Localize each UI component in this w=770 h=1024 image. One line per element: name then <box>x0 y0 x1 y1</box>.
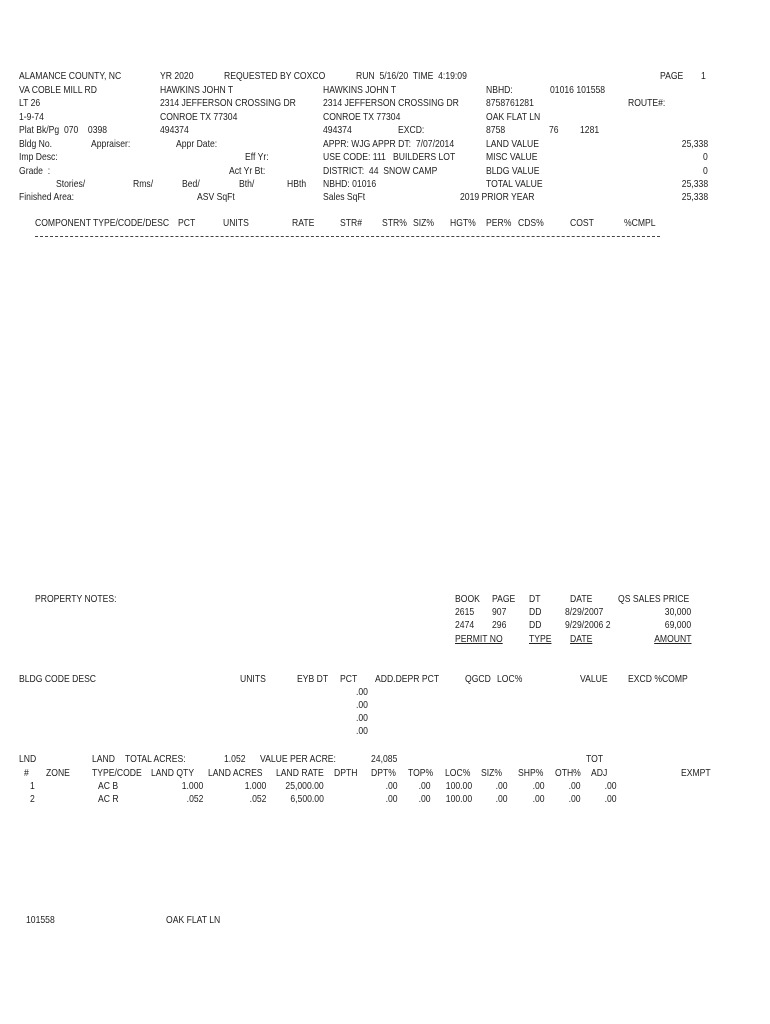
bldg-header-eyb: EYB DT <box>297 673 329 685</box>
component-header-cmpl: %CMPL <box>624 217 656 229</box>
nbhd-label: NBHD: <box>486 84 513 96</box>
bldg-header-pct: PCT <box>340 673 358 685</box>
land-row-1-loc: 100.00 <box>445 780 472 792</box>
tax-year: YR 2020 <box>160 70 194 82</box>
appr-date-label: Appr Date: <box>176 138 218 150</box>
date-code: 1-9-74 <box>19 111 44 123</box>
component-header-desc: COMPONENT TYPE/CODE/DESC <box>35 217 170 229</box>
land-header-num: # <box>24 767 29 779</box>
owner-address: 2314 JEFFERSON CROSSING DR <box>160 97 296 109</box>
land-row-1-siz: .00 <box>496 780 508 792</box>
sales-header-book: BOOK <box>455 593 480 605</box>
land-row-1-acres: 1.000 <box>244 780 266 792</box>
bldg-pct-value: .00 <box>356 686 368 698</box>
property-location: VA COBLE MILL RD <box>19 84 98 96</box>
land-row-2-acres: .052 <box>249 793 266 805</box>
land-header-type: TYPE/CODE <box>92 767 142 779</box>
land-header-adj: ADJ <box>591 767 608 779</box>
total-acres-value: 1.052 <box>224 753 246 765</box>
grade-label: Grade : <box>19 165 51 177</box>
land-header-dpth: DPTH <box>334 767 358 779</box>
bldg-header-qgcd: QGCD <box>465 673 491 685</box>
sales-header-price: QS SALES PRICE <box>618 593 690 605</box>
land-row-2-shp: .00 <box>533 793 545 805</box>
street-name: OAK FLAT LN <box>486 111 541 123</box>
value-per-acre-label: VALUE PER ACRE: <box>260 753 336 765</box>
requested-by: REQUESTED BY COXCO <box>224 70 326 82</box>
stories-label: Stories/ <box>56 178 86 190</box>
prior-year-amount: 25,338 <box>681 191 708 203</box>
land-row-2-top: .00 <box>419 793 431 805</box>
misc-value-amount: 0 <box>703 151 708 163</box>
prior-year-label: 2019 PRIOR YEAR <box>460 191 535 203</box>
nbhd-code: NBHD: 01016 <box>323 178 377 190</box>
sale-row-2-date: 9/29/2006 2 <box>565 619 611 631</box>
sale-row-1-date: 8/29/2007 <box>565 606 604 618</box>
half-baths-label: HBth <box>287 178 307 190</box>
property-notes-label: PROPERTY NOTES: <box>35 593 117 605</box>
bldg-header-desc: BLDG CODE DESC <box>19 673 97 685</box>
permit-header-date: DATE <box>570 633 593 645</box>
use-code: USE CODE: 111 BUILDERS LOT <box>323 151 456 163</box>
land-row-1-num: 1 <box>30 780 35 792</box>
land-row-2-dpt: .00 <box>386 793 398 805</box>
component-header-str-num: STR# <box>340 217 363 229</box>
run-timestamp: RUN 5/16/20 TIME 4:19:09 <box>356 70 467 82</box>
component-header-rate: RATE <box>292 217 315 229</box>
bldg-header-loc: LOC% <box>497 673 523 685</box>
owner-name: HAWKINS JOHN T <box>160 84 234 96</box>
bldg-value-amount: 0 <box>703 165 708 177</box>
plat-book-page: Plat Bk/Pg 070 0398 <box>19 124 108 136</box>
bldg-header-value: VALUE <box>580 673 608 685</box>
land-row-2-num: 2 <box>30 793 35 805</box>
land-header-top: TOP% <box>408 767 434 779</box>
sales-sqft-label: Sales SqFt <box>323 191 366 203</box>
permit-header-amount: AMOUNT <box>653 633 691 645</box>
component-header-units: UNITS <box>223 217 249 229</box>
page-label: PAGE <box>660 70 684 82</box>
component-header-str-pct: STR% <box>382 217 407 229</box>
account-id: 494374 <box>160 124 189 136</box>
mail-owner-name: HAWKINS JOHN T <box>323 84 397 96</box>
account-id-2: 494374 <box>323 124 352 136</box>
land-value-amount: 25,338 <box>681 138 708 150</box>
map-block: 76 <box>549 124 559 136</box>
sales-header-page: PAGE <box>492 593 516 605</box>
rooms-label: Rms/ <box>133 178 154 190</box>
total-acres-label: TOTAL ACRES: <box>125 753 186 765</box>
sale-row-2-price: 69,000 <box>664 619 691 631</box>
map-lot: 1281 <box>580 124 600 136</box>
land-row-2-oth: .00 <box>569 793 581 805</box>
land-value-label: LAND VALUE <box>486 138 539 150</box>
sale-row-2-page: 296 <box>492 619 507 631</box>
county-name: ALAMANCE COUNTY, NC <box>19 70 122 82</box>
sale-row-1-dt: DD <box>529 606 542 618</box>
bldg-header-units: UNITS <box>240 673 266 685</box>
component-header-siz: SIZ% <box>413 217 435 229</box>
bldg-header-add-depr: ADD.DEPR PCT <box>375 673 440 685</box>
value-per-acre-value: 24,085 <box>371 753 398 765</box>
bldg-no-label: Bldg No. <box>19 138 53 150</box>
land-row-1-top: .00 <box>419 780 431 792</box>
land-row-2-siz: .00 <box>496 793 508 805</box>
sales-header-dt: DT <box>529 593 541 605</box>
bedrooms-label: Bed/ <box>182 178 200 190</box>
bldg-header-excd: EXCD %COMP <box>628 673 688 685</box>
land-header-acres: LAND ACRES <box>208 767 263 779</box>
bldg-pct-value: .00 <box>356 712 368 724</box>
land-header-rate: LAND RATE <box>276 767 324 779</box>
land-header-qty: LAND QTY <box>151 767 195 779</box>
land-row-1-dpt: .00 <box>386 780 398 792</box>
land-header-oth: OTH% <box>555 767 581 779</box>
footer-street: OAK FLAT LN <box>166 914 221 926</box>
land-lnd-label: LND <box>19 753 37 765</box>
permit-header-no: PERMIT NO <box>455 633 503 645</box>
finished-area-label: Finished Area: <box>19 191 75 203</box>
land-label: LAND <box>92 753 115 765</box>
bldg-value-label: BLDG VALUE <box>486 165 540 177</box>
component-header-hgt: HGT% <box>450 217 476 229</box>
total-value-amount: 25,338 <box>681 178 708 190</box>
route-label: ROUTE#: <box>628 97 666 109</box>
asv-sqft-label: ASV SqFt <box>197 191 235 203</box>
land-tot-label: TOT <box>586 753 604 765</box>
land-row-1-adj: .00 <box>605 780 617 792</box>
land-row-2-rate: 6,500.00 <box>290 793 324 805</box>
mail-address: 2314 JEFFERSON CROSSING DR <box>323 97 459 109</box>
land-row-2-loc: 100.00 <box>445 793 472 805</box>
land-header-exmpt: EXMPT <box>681 767 711 779</box>
bldg-pct-value: .00 <box>356 725 368 737</box>
sale-row-1-book: 2615 <box>455 606 475 618</box>
appraisal-info: APPR: WJG APPR DT: 7/07/2014 <box>323 138 455 150</box>
eff-yr-label: Eff Yr: <box>245 151 269 163</box>
map-number: 8758 <box>486 124 506 136</box>
land-header-shp: SHP% <box>518 767 544 779</box>
legal-description: LT 26 <box>19 97 41 109</box>
sale-row-1-page: 907 <box>492 606 507 618</box>
sales-header-date: DATE <box>570 593 593 605</box>
header-divider <box>35 236 660 237</box>
owner-city: CONROE TX 77304 <box>160 111 238 123</box>
total-value-label: TOTAL VALUE <box>486 178 543 190</box>
footer-parcel-id: 101558 <box>26 914 55 926</box>
component-header-per: PER% <box>486 217 512 229</box>
land-row-1-oth: .00 <box>569 780 581 792</box>
land-row-1-shp: .00 <box>533 780 545 792</box>
appraiser-label: Appraiser: <box>91 138 131 150</box>
parcel-pin: 8758761281 <box>486 97 534 109</box>
land-row-1-rate: 25,000.00 <box>285 780 324 792</box>
imp-desc-label: Imp Desc: <box>19 151 58 163</box>
land-header-zone: ZONE <box>46 767 70 779</box>
act-yr-bt-label: Act Yr Bt: <box>229 165 266 177</box>
sale-row-2-dt: DD <box>529 619 542 631</box>
bldg-pct-value: .00 <box>356 699 368 711</box>
component-header-pct: PCT <box>178 217 196 229</box>
land-header-loc: LOC% <box>445 767 471 779</box>
district: DISTRICT: 44 SNOW CAMP <box>323 165 438 177</box>
land-row-2-adj: .00 <box>605 793 617 805</box>
excd-label: EXCD: <box>398 124 425 136</box>
component-header-cds: CDS% <box>518 217 544 229</box>
land-row-1-qty: 1.000 <box>181 780 203 792</box>
page-number: 1 <box>701 70 706 82</box>
permit-header-type: TYPE <box>529 633 552 645</box>
sale-row-2-book: 2474 <box>455 619 475 631</box>
misc-value-label: MISC VALUE <box>486 151 538 163</box>
component-header-cost: COST <box>570 217 594 229</box>
mail-city: CONROE TX 77304 <box>323 111 401 123</box>
land-row-2-type: AC R <box>98 793 119 805</box>
land-row-1-type: AC B <box>98 780 119 792</box>
land-row-2-qty: .052 <box>186 793 203 805</box>
land-header-siz: SIZ% <box>481 767 503 779</box>
sale-row-1-price: 30,000 <box>664 606 691 618</box>
nbhd-value: 01016 101558 <box>550 84 606 96</box>
bathrooms-label: Bth/ <box>239 178 255 190</box>
land-header-dpt: DPT% <box>371 767 396 779</box>
